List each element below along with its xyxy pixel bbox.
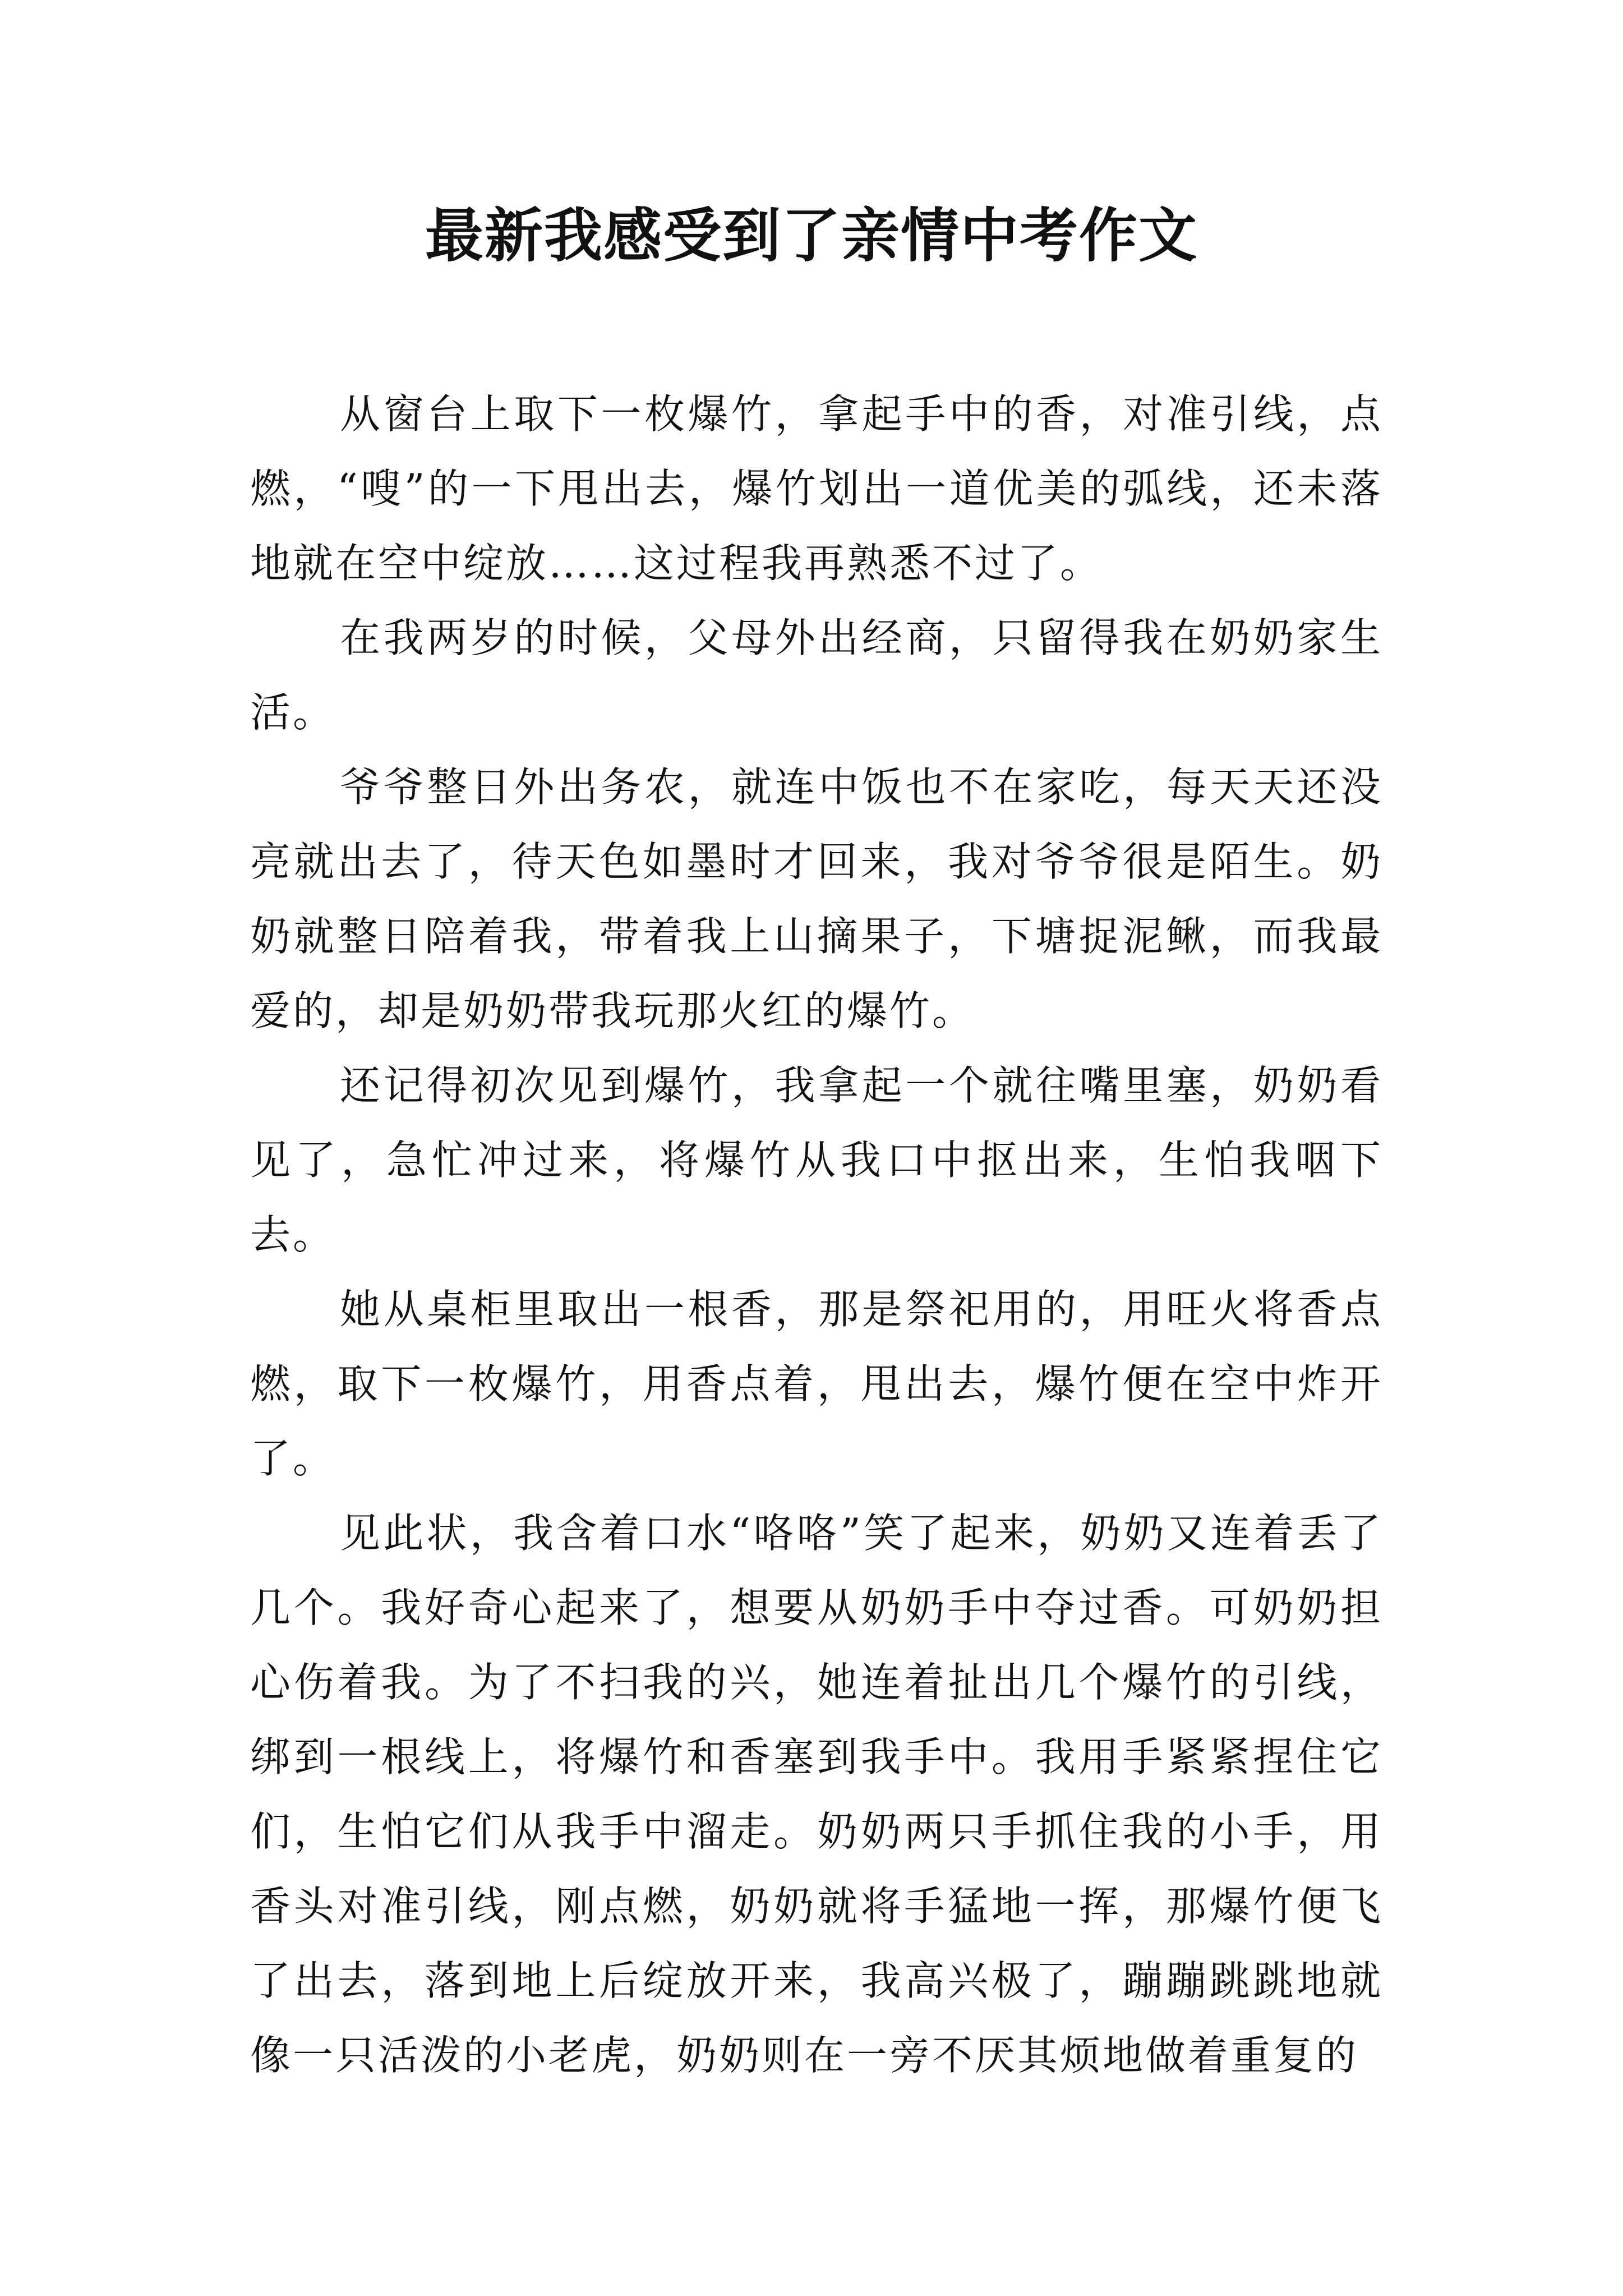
- paragraph: 还记得初次见到爆竹，我拿起一个就往嘴里塞，奶奶看见了，急忙冲过来，将爆竹从我口中抠出来，生怕我咽下去。: [250, 1062, 1383, 1258]
- paragraph: 爷爷整日外出务农，就连中饭也不在家吃，每天天还没亮就出去了，待天色如墨时才回来，我对爷爷很是陌生。奶奶就整日陪着我，带着我上山摘果子，下塘捉泥鳅，而我最爱的，却是奶奶带我玩那火红的爆竹。: [250, 763, 1383, 1034]
- paragraph: 她从桌柜里取出一根香，那是祭祀用的，用旺火将香点燃，取下一枚爆竹，用香点着，甩出去，爆竹便在空中炸开了。: [250, 1286, 1383, 1482]
- document-body: [250, 377, 1383, 2093]
- paragraph: 从窗台上取下一枚爆竹，拿起手中的香，对准引线，点燃，“嗖”的一下甩出去，爆竹划出一道优美的弧线，还未落地就在空中绽放……这过程我再熟悉不过了。: [250, 390, 1383, 587]
- paragraph: 在我两岁的时候，父母外出经商，只留得我在奶奶家生活。: [250, 614, 1383, 736]
- paragraph: 见此状，我含着口水“咯咯”笑了起来，奶奶又连着丢了几个。我好奇心起来了，想要从奶奶手中夺过香。可奶奶担心伤着我。为了不扫我的兴，她连着扯出几个爆竹的引线，绑到一根线上，将爆竹和香塞到我手中。我用手紧紧捏住它们，生怕它们从我手中溜走。奶奶两只手抓住我的小手，用香头对准引线，刚点燃，奶奶就将手猛地一挥，那爆竹便飞了出去，落到地上后绽放开来，我高兴极了，蹦蹦跳跳地就像一只活泼的小老虎，奶奶则在一旁不厌其烦地做着重复的: [250, 1510, 1383, 2079]
- document-title: 最新我感受到了亲情中考作文: [425, 201, 1198, 270]
